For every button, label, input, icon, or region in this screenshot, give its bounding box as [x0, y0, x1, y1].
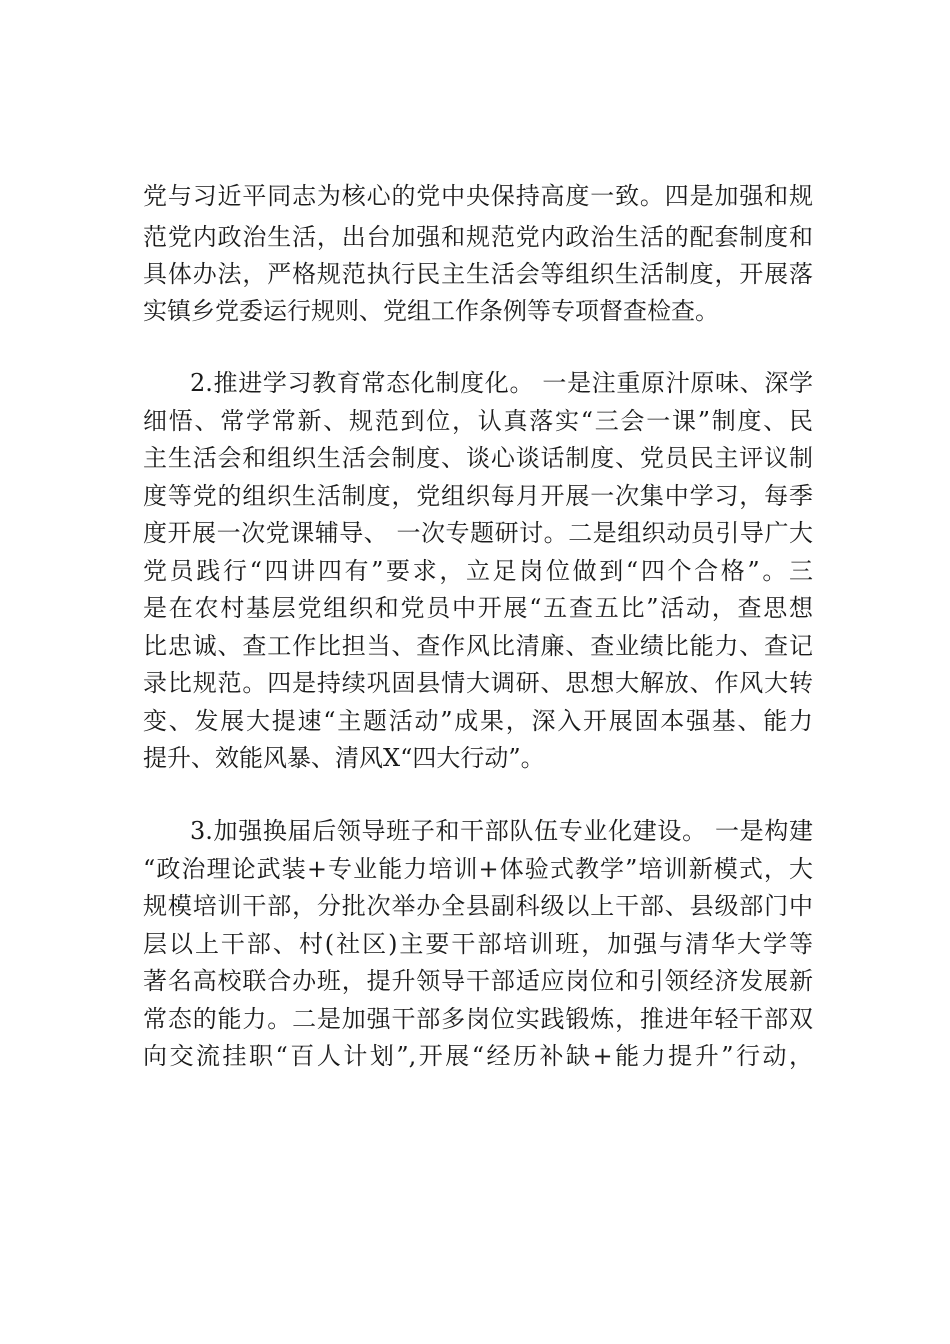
paragraph-heading-line: 2.推进学习教育常态化制度化。 一是注重原汁原味、深学	[190, 369, 813, 397]
text-line: 常态的能力。二是加强干部多岗位实践锻炼，推进年轻干部双	[143, 1005, 813, 1033]
text-line: 具体办法，严格规范执行民主生活会等组织生活制度，开展落	[143, 260, 813, 288]
text-line: 党员践行“四讲四有”要求，立足岗位做到“四个合格”。三	[143, 557, 813, 585]
text-line: 主生活会和组织生活会制度、谈心谈话制度、党员民主评议制	[143, 444, 813, 472]
text-line: 细悟、常学常新、规范到位，认真落实“三会一课”制度、民	[143, 407, 813, 435]
text-line: 比忠诚、查工作比担当、查作风比清廉、查业绩比能力、查记	[143, 632, 813, 660]
text-line: 著名高校联合办班，提升领导干部适应岗位和引领经济发展新	[143, 967, 813, 995]
paragraph-heading-line: 3.加强换届后领导班子和干部队伍专业化建设。 一是构建	[190, 817, 813, 845]
text-line: 向交流挂职“百人计划”,开展“经历补缺+能力提升”行动，	[143, 1042, 813, 1070]
text-line: 层以上干部、村(社区)主要干部培训班，加强与清华大学等	[143, 930, 813, 958]
text-line: “政治理论武装+专业能力培训+体验式教学”培训新模式，大	[143, 855, 813, 883]
text-line: 度等党的组织生活制度，党组织每月开展一次集中学习，每季	[143, 482, 813, 510]
text-line: 是在农村基层党组织和党员中开展“五查五比”活动，查思想	[143, 594, 813, 622]
text-line: 党与习近平同志为核心的党中央保持高度一致。四是加强和规	[143, 182, 813, 210]
text-line: 变、发展大提速“主题活动”成果，深入开展固本强基、能力	[143, 707, 813, 735]
text-line: 提升、效能风暴、清风X“四大行动”。	[143, 744, 545, 772]
text-line: 范党内政治生活，出台加强和规范党内政治生活的配套制度和	[143, 223, 813, 251]
text-line: 规模培训干部，分批次举办全县副科级以上干部、县级部门中	[143, 892, 813, 920]
text-line: 度开展一次党课辅导、 一次专题研讨。二是组织动员引导广大	[143, 519, 813, 547]
text-line: 实镇乡党委运行规则、党组工作条例等专项督查检查。	[143, 297, 719, 325]
text-line: 录比规范。四是持续巩固县情大调研、思想大解放、作风大转	[143, 669, 813, 697]
